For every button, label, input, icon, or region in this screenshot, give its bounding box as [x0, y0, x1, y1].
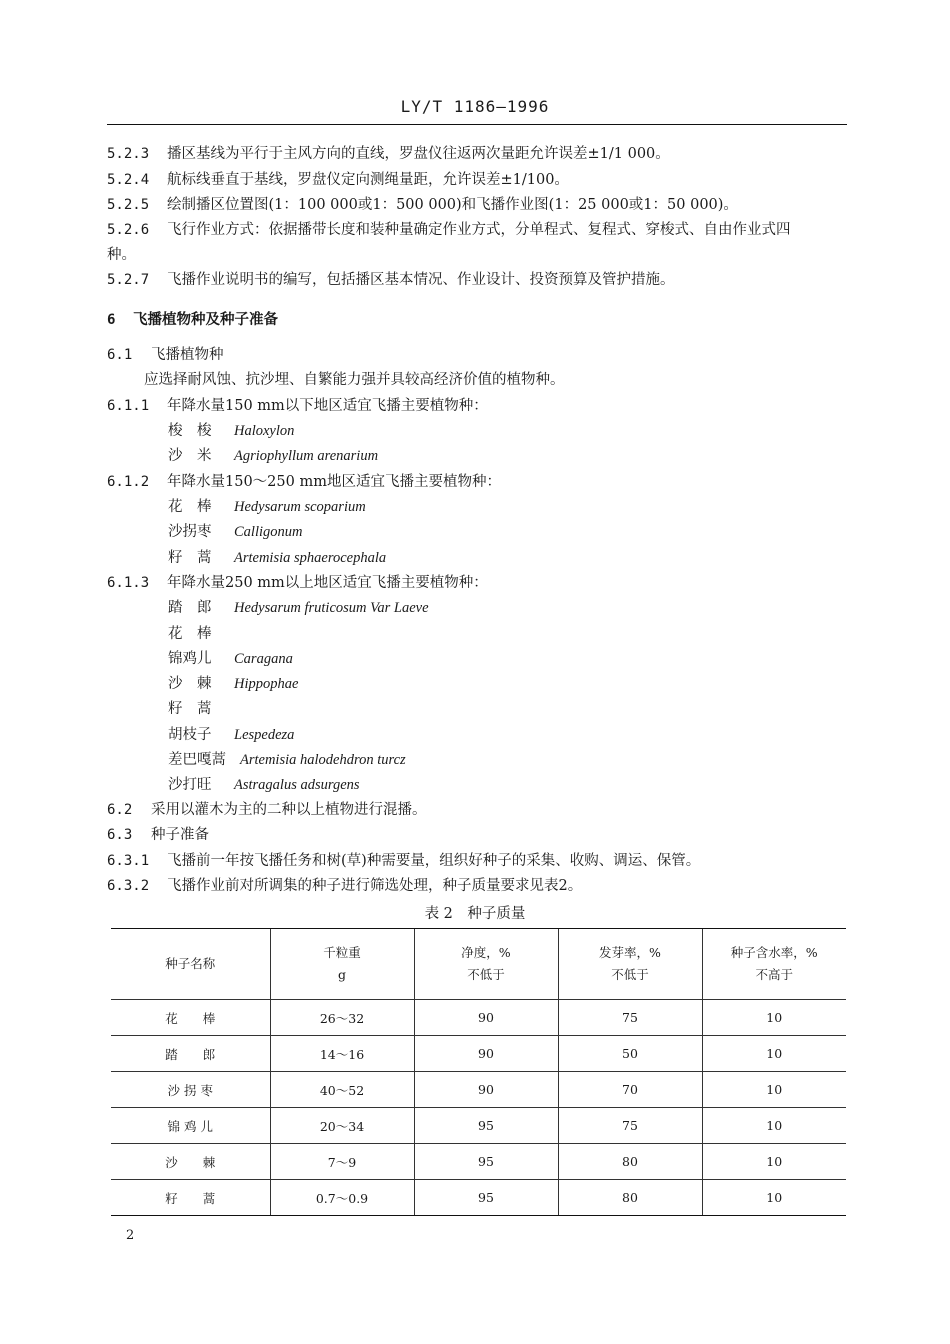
- cell-purity: 90: [414, 1072, 558, 1108]
- table-row: [111, 1072, 846, 1108]
- plant-item: [168, 775, 360, 795]
- plant-chinese-name: 籽 蒿: [168, 701, 212, 717]
- clause-text: 飞播前一年按飞播任务和树(草)种需要量，组织好种子的采集、收购、调运、保管。: [167, 853, 701, 869]
- table-row: [111, 1180, 846, 1216]
- plant-item: [168, 446, 378, 466]
- clause-5-2-6-continuation: 种。: [107, 247, 136, 263]
- plant-chinese-name: 花 棒: [168, 626, 212, 642]
- plant-item: [168, 497, 366, 517]
- clause-text: 播区基线为平行于主风方向的直线，罗盘仪往返两次量距允许误差±1/1 000。: [167, 146, 670, 162]
- cell-seed-name: 籽 蒿: [111, 1180, 270, 1216]
- plant-chinese-name: 差巴嘎蒿: [168, 752, 226, 768]
- clause-6-1-1: [107, 396, 488, 416]
- clause-number: 5.2.7: [107, 272, 150, 288]
- plant-item: [168, 649, 293, 669]
- cell-moisture: 10: [702, 1072, 846, 1108]
- clause-6-1-body: 应选择耐风蚀、抗沙埋、自繁能力强并具较高经济价值的植物种。: [144, 372, 565, 388]
- clause-6-2: [107, 800, 427, 820]
- table-header-row: [111, 929, 846, 1000]
- cell-seed-name: 花 棒: [111, 1000, 270, 1036]
- clause-number: 5.2.4: [107, 172, 150, 188]
- plant-scientific-name: Hippophae: [234, 676, 299, 692]
- clause-text: 采用以灌木为主的二种以上植物进行混播。: [151, 802, 427, 818]
- plant-item: [168, 624, 234, 644]
- clause-number: 5.2.5: [107, 197, 150, 213]
- plant-item: [168, 548, 386, 568]
- plant-item: [168, 421, 294, 441]
- plant-chinese-name: 花 棒: [168, 499, 212, 515]
- clause-5-2-3: [107, 144, 670, 164]
- cell-weight: 0.7～0.9: [270, 1180, 414, 1216]
- page-number: 2: [126, 1228, 135, 1243]
- plant-scientific-name: Astragalus adsurgens: [234, 777, 360, 793]
- clause-5-2-5: [107, 195, 738, 215]
- cell-purity: 90: [414, 1036, 558, 1072]
- header-rule: [107, 124, 847, 125]
- plant-chinese-name: 沙拐枣: [168, 524, 212, 540]
- cell-weight: 26～32: [270, 1000, 414, 1036]
- clause-6-1-2: [107, 472, 501, 492]
- cell-seed-name: 锦 鸡 儿: [111, 1108, 270, 1144]
- clause-number: 6.3.1: [107, 853, 150, 869]
- plant-item: [168, 750, 406, 770]
- plant-item: [168, 598, 429, 618]
- cell-purity: 95: [414, 1108, 558, 1144]
- clause-number: 6.1: [107, 347, 133, 363]
- clause-number: 6.1.1: [107, 398, 150, 414]
- clause-text: 年降水量150 mm以下地区适宜飞播主要植物种：: [167, 398, 488, 414]
- plant-chinese-name: 籽 蒿: [168, 550, 212, 566]
- plant-scientific-name: Lespedeza: [234, 727, 295, 743]
- cell-moisture: 10: [702, 1180, 846, 1216]
- cell-weight: 7～9: [270, 1144, 414, 1180]
- cell-moisture: 10: [702, 1108, 846, 1144]
- clause-text: 种子准备: [151, 827, 209, 843]
- cell-germination: 75: [558, 1108, 702, 1144]
- plant-chinese-name: 锦鸡儿: [168, 651, 212, 667]
- clause-text: 飞播作业前对所调集的种子进行筛选处理，种子质量要求见表2。: [167, 878, 583, 894]
- cell-seed-name: 沙 拐 枣: [111, 1072, 270, 1108]
- clause-text: 飞播作业说明书的编写，包括播区基本情况、作业设计、投资预算及管护措施。: [167, 272, 675, 288]
- column-header-seed-name: 种子名称: [111, 929, 270, 1000]
- plant-item: [168, 725, 294, 745]
- cell-purity: 90: [414, 1000, 558, 1036]
- clause-title: 飞播植物种: [151, 347, 224, 363]
- table-row: [111, 1000, 846, 1036]
- column-header-thousand-seed-weight: 千粒重 g: [270, 929, 414, 1000]
- plant-scientific-name: Artemisia sphaerocephala: [234, 550, 387, 566]
- cell-weight: 40～52: [270, 1072, 414, 1108]
- plant-item: [168, 699, 234, 719]
- table-caption: 表 2 种子质量: [424, 906, 526, 922]
- plant-item: [168, 522, 302, 542]
- clause-text: 年降水量250 mm以上地区适宜飞播主要植物种：: [167, 575, 488, 591]
- clause-6-3: [107, 825, 209, 845]
- table-row: [111, 1144, 846, 1180]
- plant-item: [168, 674, 298, 694]
- table-row: [111, 1108, 846, 1144]
- clause-text: 航标线垂直于基线，罗盘仪定向测绳量距，允许误差±1/100。: [167, 172, 569, 188]
- clause-number: 5.2.6: [107, 222, 150, 238]
- section-6-heading: [107, 310, 278, 330]
- clause-number: 5.2.3: [107, 146, 150, 162]
- table-row: [111, 1036, 846, 1072]
- plant-scientific-name: Caragana: [234, 651, 293, 667]
- seed-quality-table: [111, 928, 846, 1216]
- clause-text: 绘制播区位置图(1：100 000或1：500 000)和飞播作业图(1：25 000或1：50 000)。: [167, 197, 738, 213]
- cell-weight: 20～34: [270, 1108, 414, 1144]
- clause-6-1-3: [107, 573, 488, 593]
- plant-chinese-name: 沙 棘: [168, 676, 212, 692]
- clause-5-2-4: [107, 170, 569, 190]
- cell-germination: 70: [558, 1072, 702, 1108]
- clause-number: 6.2: [107, 802, 133, 818]
- clause-text: 飞行作业方式：依据播带长度和装种量确定作业方式，分单程式、复程式、穿梭式、自由作业式四: [167, 222, 791, 238]
- cell-seed-name: 沙 棘: [111, 1144, 270, 1180]
- section-title: 飞播植物种及种子准备: [133, 312, 278, 328]
- clause-text: 年降水量150～250 mm地区适宜飞播主要植物种：: [167, 474, 501, 490]
- plant-chinese-name: 沙 米: [168, 448, 212, 464]
- clause-5-2-7: [107, 270, 675, 290]
- section-number: 6: [107, 312, 116, 328]
- column-header-moisture-content: 种子含水率，% 不高于: [702, 929, 846, 1000]
- clause-number: 6.1.3: [107, 575, 150, 591]
- cell-seed-name: 踏 郎: [111, 1036, 270, 1072]
- plant-scientific-name: Calligonum: [234, 524, 303, 540]
- plant-scientific-name: Haloxylon: [234, 423, 295, 439]
- cell-moisture: 10: [702, 1036, 846, 1072]
- plant-chinese-name: 踏 郎: [168, 600, 212, 616]
- plant-chinese-name: 胡枝子: [168, 727, 212, 743]
- clause-number: 6.3.2: [107, 878, 150, 894]
- cell-germination: 80: [558, 1144, 702, 1180]
- plant-scientific-name: Hedysarum scoparium: [234, 499, 366, 515]
- cell-germination: 80: [558, 1180, 702, 1216]
- plant-chinese-name: 沙打旺: [168, 777, 212, 793]
- plant-scientific-name: Artemisia halodehdron turcz: [240, 752, 406, 768]
- cell-moisture: 10: [702, 1144, 846, 1180]
- plant-scientific-name: Agriophyllum arenarium: [234, 448, 379, 464]
- cell-weight: 14～16: [270, 1036, 414, 1072]
- cell-purity: 95: [414, 1180, 558, 1216]
- column-header-purity: 净度，% 不低于: [414, 929, 558, 1000]
- clause-number: 6.3: [107, 827, 133, 843]
- cell-germination: 75: [558, 1000, 702, 1036]
- cell-moisture: 10: [702, 1000, 846, 1036]
- plant-scientific-name: Hedysarum fruticosum Var Laeve: [234, 600, 429, 616]
- standard-header: LY/T 1186—1996: [400, 97, 550, 116]
- clause-6-3-2: [107, 876, 582, 896]
- clause-6-3-1: [107, 851, 700, 871]
- clause-6-1: [107, 345, 224, 365]
- column-header-germination-rate: 发芽率，% 不低于: [558, 929, 702, 1000]
- plant-chinese-name: 梭 梭: [168, 423, 212, 439]
- cell-purity: 95: [414, 1144, 558, 1180]
- clause-number: 6.1.2: [107, 474, 150, 490]
- clause-5-2-6: [107, 220, 791, 240]
- cell-germination: 50: [558, 1036, 702, 1072]
